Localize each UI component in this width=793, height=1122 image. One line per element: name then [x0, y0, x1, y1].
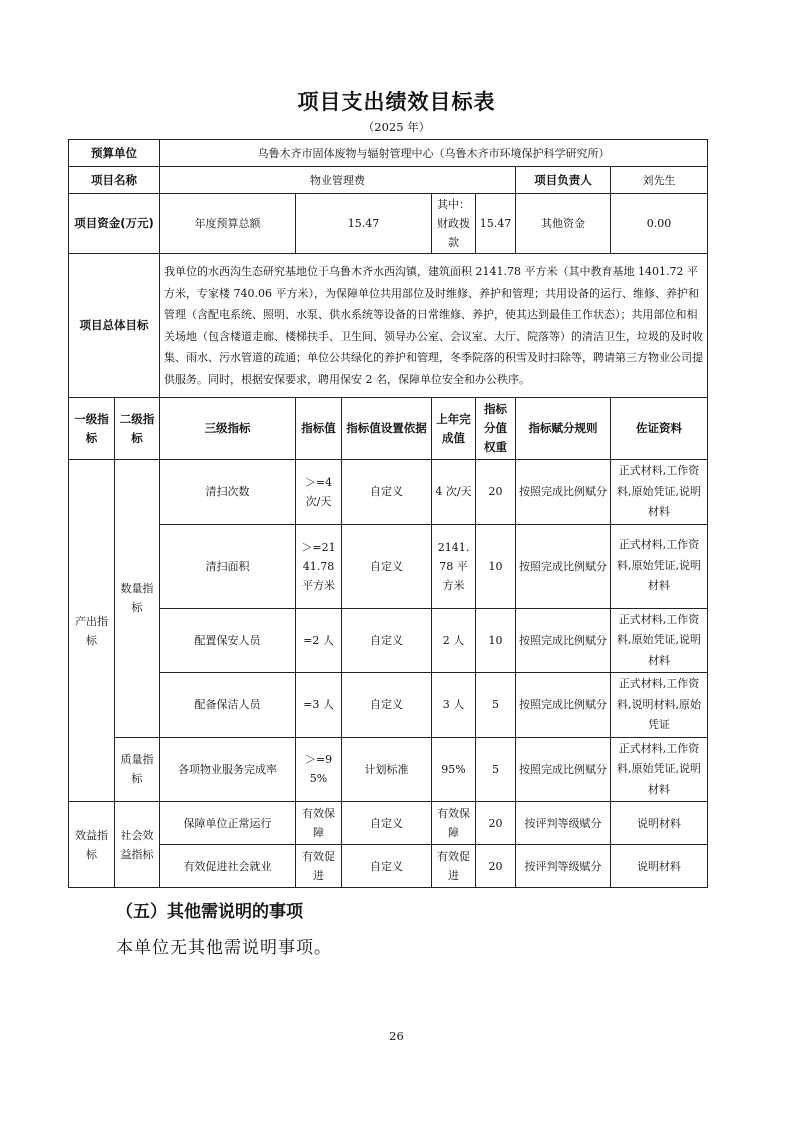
- row-basis: 自定义: [342, 845, 432, 888]
- header-last: 上年完成值: [432, 398, 476, 460]
- row-weight: 5: [476, 673, 516, 738]
- table-row: [69, 673, 708, 738]
- table-row: [69, 845, 708, 888]
- fiscal-label: 其中：财政拨款: [432, 194, 476, 254]
- funds-label: 项目资金(万元): [69, 194, 160, 254]
- row-evidence: 说明材料: [611, 845, 708, 888]
- year-label: （2025 年）: [362, 120, 431, 134]
- table-row: [69, 167, 708, 194]
- project-label: 项目名称: [69, 167, 160, 194]
- row-last: 2 人: [432, 608, 476, 673]
- row-last: 4 次/天: [432, 460, 476, 525]
- row-basis: 自定义: [342, 673, 432, 738]
- row-basis: 自定义: [342, 524, 432, 608]
- header-basis: 指标值设置依据: [342, 398, 432, 460]
- table-row: [69, 737, 708, 802]
- row-name: 配置保安人员: [160, 608, 296, 673]
- performance-table: [68, 139, 708, 888]
- row-last: 3 人: [432, 673, 476, 738]
- header-rule: 指标赋分规则: [516, 398, 611, 460]
- row-last: 2141.78 平方米: [432, 524, 476, 608]
- header-weight: 指标分值权重: [476, 398, 516, 460]
- table-row: [69, 608, 708, 673]
- row-evidence: 正式材料,工作资料,原始凭证,说明材料: [611, 737, 708, 802]
- row-basis: 自定义: [342, 608, 432, 673]
- owner-label: 项目负责人: [516, 167, 611, 194]
- row-rule: 按照完成比例赋分: [516, 737, 611, 802]
- unit-label: 预算单位: [69, 140, 160, 167]
- row-rule: 按照完成比例赋分: [516, 524, 611, 608]
- row-evidence: 正式材料,工作资料,原始凭证,说明材料: [611, 608, 708, 673]
- row-name: 清扫次数: [160, 460, 296, 525]
- row-name: 配备保洁人员: [160, 673, 296, 738]
- table-row: [69, 524, 708, 608]
- row-value: ＞=4次/天: [296, 460, 342, 525]
- page-title: 项目支出绩效目标表: [297, 90, 496, 114]
- owner-value: 刘先生: [611, 167, 708, 194]
- row-name: 有效促进社会就业: [160, 845, 296, 888]
- group-benefit: 效益指标: [69, 802, 115, 888]
- row-rule: 按评判等级赋分: [516, 802, 611, 845]
- row-rule: 按照完成比例赋分: [516, 460, 611, 525]
- row-weight: 20: [476, 802, 516, 845]
- header-level1: 一级指标: [69, 398, 115, 460]
- other-label: 其他资金: [516, 194, 611, 254]
- row-weight: 20: [476, 845, 516, 888]
- table-row: [69, 254, 708, 398]
- row-basis: 自定义: [342, 802, 432, 845]
- row-weight: 10: [476, 608, 516, 673]
- row-last: 有效保障: [432, 802, 476, 845]
- other-value: 0.00: [611, 194, 708, 254]
- row-last: 有效促进: [432, 845, 476, 888]
- table-row: [69, 802, 708, 845]
- row-value: 有效促进: [296, 845, 342, 888]
- row-value: ＞=2141.78 平方米: [296, 524, 342, 608]
- row-weight: 20: [476, 460, 516, 525]
- row-rule: 按评判等级赋分: [516, 845, 611, 888]
- unit-value: 乌鲁木齐市固体废物与辐射管理中心（乌鲁木齐市环境保护科学研究所）: [160, 140, 708, 167]
- group-quality: 质量指标: [115, 737, 160, 802]
- section-heading: （五）其他需说明的事项: [116, 902, 303, 922]
- total-label: 年度预算总额: [160, 194, 296, 254]
- total-value: 15.47: [296, 194, 432, 254]
- goal-text: 我单位的水西沟生态研究基地位于乌鲁木齐水西沟镇，建筑面积 2141.78 平方米（其中教育基地 1401.72 平方米，专家楼 740.06 平方米），为保障单位共用部位及时维修、养护和管理；共用设备的运行、维修、养护和管理（含配电系统、照明、水泵、供水系统等设备的日常维修、养护，使其达到最佳工作状态）；共用部位和相关场地（包含楼道走廊、楼梯扶手、卫生间、领导办公室、会议室、大厅、院落等）的清洁卫生，垃圾的及时收集、雨水、污水管道的疏通；单位公共绿化的养护和管理，冬季院落的积雪及时扫除等，聘请第三方物业公司提供服务。同时，根据安保要求，聘用保安 2 名，保障单位安全和办公秩序。: [160, 254, 708, 398]
- header-evidence: 佐证资料: [611, 398, 708, 460]
- row-basis: 计划标准: [342, 737, 432, 802]
- row-weight: 10: [476, 524, 516, 608]
- section-body: 本单位无其他需说明事项。: [116, 938, 332, 958]
- row-evidence: 说明材料: [611, 802, 708, 845]
- page-number: 26: [389, 1029, 404, 1043]
- row-rule: 按照完成比例赋分: [516, 608, 611, 673]
- table-row: [69, 140, 708, 167]
- table-header-row: [69, 398, 708, 460]
- group-social: 社会效益指标: [115, 802, 160, 888]
- table-row: [69, 194, 708, 254]
- row-evidence: 正式材料,工作资料,原始凭证,说明材料: [611, 460, 708, 525]
- row-value: 有效保障: [296, 802, 342, 845]
- goal-label: 项目总体目标: [69, 254, 160, 398]
- row-rule: 按照完成比例赋分: [516, 673, 611, 738]
- project-value: 物业管理费: [160, 167, 516, 194]
- row-last: 95%: [432, 737, 476, 802]
- table-row: [69, 460, 708, 525]
- fiscal-value: 15.47: [476, 194, 516, 254]
- row-evidence: 正式材料,工作资料,说明材料,原始凭证: [611, 673, 708, 738]
- group-quantity: 数量指标: [115, 460, 160, 738]
- row-value: =3 人: [296, 673, 342, 738]
- row-name: 保障单位正常运行: [160, 802, 296, 845]
- row-evidence: 正式材料,工作资料,原始凭证,说明材料: [611, 524, 708, 608]
- row-value: =2 人: [296, 608, 342, 673]
- group-output: 产出指标: [69, 460, 115, 802]
- header-level2: 二级指标: [115, 398, 160, 460]
- row-name: 清扫面积: [160, 524, 296, 608]
- row-name: 各项物业服务完成率: [160, 737, 296, 802]
- header-value: 指标值: [296, 398, 342, 460]
- header-level3: 三级指标: [160, 398, 296, 460]
- row-basis: 自定义: [342, 460, 432, 525]
- row-value: ＞=95%: [296, 737, 342, 802]
- row-weight: 5: [476, 737, 516, 802]
